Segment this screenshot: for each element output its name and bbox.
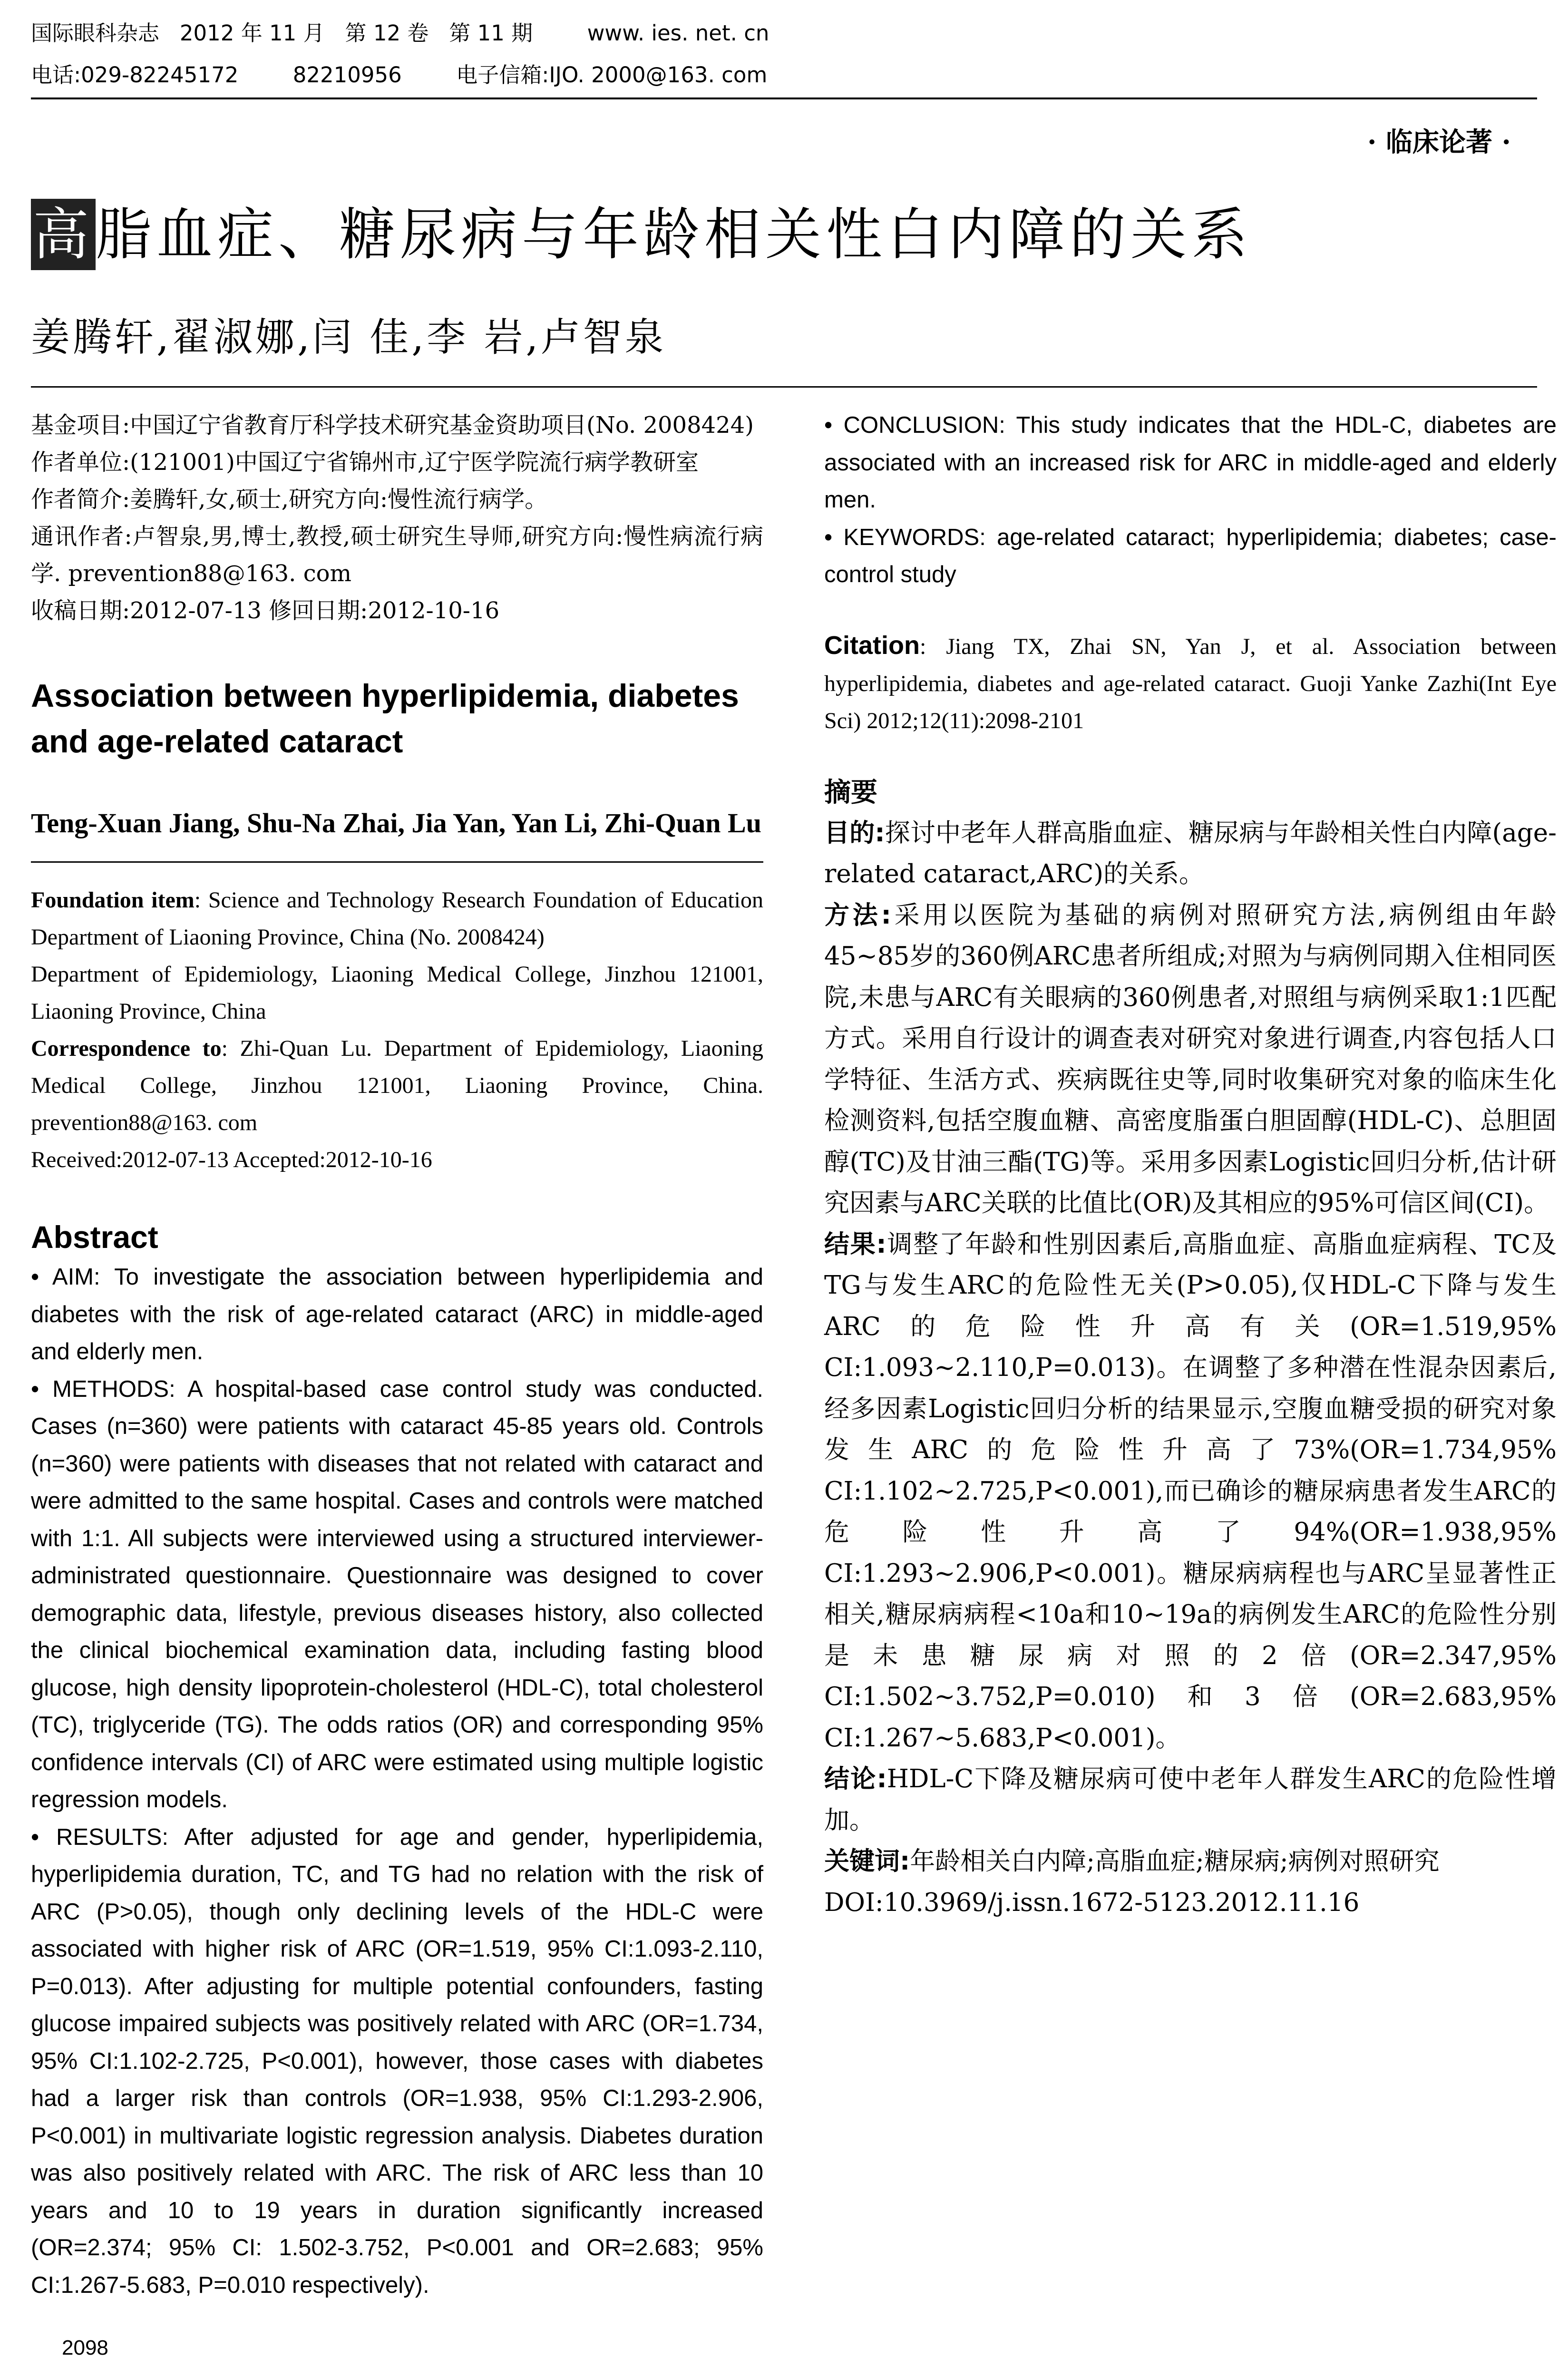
left-column [31, 407, 763, 2304]
cn-conclusion-text: HDL-C下降及糖尿病可使中老年人群发生ARC的危险性增加。 [824, 1764, 1557, 1835]
citation [824, 627, 1557, 740]
received-accepted: Received:2012-07-13 Accepted:2012-10-16 [31, 1147, 432, 1172]
cn-abstract-results [824, 1224, 1557, 1759]
cn-info-correspondence: 通讯作者:卢智泉,男,博士,教授,硕士研究生导师,研究方向:慢性病流行病学. prevention88@163. com [31, 523, 763, 587]
cn-aim-label: 目的: [824, 818, 885, 848]
cn-aim-text: 探讨中老年人群高脂血症、糖尿病与年龄相关性白内障(age-related cataract,ARC)的关系。 [824, 818, 1557, 888]
cn-abstract-conclusion [824, 1759, 1557, 1841]
foundation-label: Foundation item [31, 887, 195, 913]
abstract-aim: • AIM: To investigate the association between hyperlipidemia and diabetes with the risk of age-related cataract (ARC) in middle-aged and elderly men. [31, 1264, 763, 1364]
journal-header-line1: 国际眼科杂志 2012 年 11 月 第 12 卷 第 11 期 www. ies. net. cn [31, 20, 769, 46]
correspondence [31, 1030, 763, 1141]
correspondence-label: Correspondence to [31, 1036, 222, 1061]
cn-conclusion-label: 结论: [824, 1764, 887, 1793]
cn-abstract-methods [824, 895, 1557, 1224]
citation-label: Citation [824, 631, 920, 660]
department: Department of Epidemiology, Liaoning Medical College, Jinzhou 121001, Liaoning Province, China [31, 962, 763, 1024]
cn-abstract-body [824, 813, 1557, 1924]
cn-results-text: 调整了年龄和性别因素后,高脂血症、高脂血症病程、TC及TG与发生ARC的危险性无关(P>0.05),仅HDL-C下降与发生ARC的危险性升高有关(OR=1.519,95% CI:1.093~2.110,P=0.013)。在调整了多种潜在性混杂因素后,经多因素Logistic回归分析的结果显示,空腹血糖受损的研究对象发生ARC的危险性升高了73%(OR=1.734,95% CI:1.102~2.725,P<0.001),而已确诊的糖尿病患者发生ARC的危险性升高了94%(OR=1.938,95% CI:1.293~2.906,P<0.001)。糖尿病病程也与ARC呈显著性正相关,糖尿病病程<10a和10~19a的病例发生ARC的危险性分别是未患糖尿病对照的2倍(OR=2.347,95% CI:1.502~3.752,P=0.010)和3倍(OR=2.683,95% CI:1.267~5.683,P<0.001)。 [824, 1229, 1557, 1753]
cn-abstract-aim [824, 813, 1557, 895]
correspondence-text: : Zhi-Quan Lu. Department of Epidemiology, Liaoning Medical College, Jinzhou 121001, Liaoning Province, China. prevention88@163. com [31, 1036, 763, 1135]
authors-cn: 姜腾轩,翟淑娜,闫 佳,李 岩,卢智泉 [31, 315, 667, 360]
cn-methods-label: 方法: [824, 900, 891, 930]
abstract-conclusion: • CONCLUSION: This study indicates that the HDL-C, diabetes are associated with an increased risk for ARC in middle-aged and elderly men. [824, 412, 1557, 513]
cn-info-funding: 基金项目:中国辽宁省教育厅科学技术研究基金资助项目(No. 2008424) [31, 412, 754, 438]
cn-methods-text: 采用以医院为基础的病例对照研究方法,病例组由年龄45~85岁的360例ARC患者所组成;对照为与病例同期入住相同医院,未患与ARC有关眼病的360例患者,对照组与病例采取1:1匹配方式。采用自行设计的调查表对研究对象进行调查,内容包括人口学特征、生活方式、疾病既往史等,同时收集研究对象的临床生化检测资料,包括空腹血糖、高密度脂蛋白胆固醇(HDL-C)、总胆固醇(TC)及甘油三酯(TG)等。采用多因素Logistic回归分析,估计研究因素与ARC关联的比值比(OR)及其相应的95%可信区间(CI)。 [824, 900, 1557, 1218]
author-divider [31, 861, 763, 863]
section-tag: · 临床论著 · [1367, 127, 1511, 158]
cn-info-author-bio: 作者简介:姜腾轩,女,硕士,研究方向:慢性流行病学。 [31, 486, 548, 513]
abstract-heading: Abstract [31, 1219, 158, 1255]
abstract-methods: • METHODS: A hospital-based case control study was conducted. Cases (n=360) were patients with cataract 45-85 years old. Controls (n=360) were patients with diseases that not related with cataract and were admitted to the same hospital. Cases and controls were matched with 1:1. All subjects were interviewed using a structured interviewer-administrated questionnaire. Questionnaire was designed to cover demographic data, lifestyle, previous diseases history, also collected the clinical biochemical examination data, including fasting blood glucose, high density lipoprotein-cholesterol (HDL-C), total cholesterol (TC), triglyceride (TG). The odds ratios (OR) and corresponding 95% confidence intervals (CI) of ARC were estimated using multiple logistic regression models. [31, 1376, 763, 1812]
foundation-item [31, 882, 763, 956]
abstract-results: • RESULTS: After adjusted for age and gender, hyperlipidemia, hyperlipidemia duration, TC, and TG had no relation with the risk of ARC (P>0.05), though only declining levels of the HDL-C were associated with higher risk of ARC (OR=1.519, 95% CI:1.093-2.110, P=0.013). After adjusting for multiple potential confounders, fasting glucose impaired subjects was positively related with ARC (OR=1.734, 95% CI:1.102-2.725, P<0.001), however, those cases with diabetes had a larger risk than controls (OR=1.938, 95% CI:1.293-2.906, P<0.001) in multivariate logistic regression analysis. Diabetes duration was also positively related with ARC. The risk of ARC less than 10 years and 10 to 19 years in duration significantly increased (OR=2.374; 95% CI: 1.502-3.752, P<0.001 and OR=2.683; 95% CI:1.267-5.683, P=0.010 respectively). [31, 1824, 763, 2298]
english-authors: Teng-Xuan Jiang, Shu-Na Zhai, Jia Yan, Yan Li, Zhi-Quan Lu [31, 808, 761, 838]
foundation-text: : Science and Technology Research Foundation of Education Department of Liaoning Province, China (No. 2008424) [31, 887, 763, 950]
abstract-keywords: • KEYWORDS: age-related cataract; hyperlipidemia; diabetes; case-control study [824, 524, 1557, 587]
cn-keywords-label: 关键词: [824, 1847, 910, 1876]
page-number: 2098 [62, 2336, 108, 2359]
abstract-body [31, 1258, 763, 2304]
title-rest: 脂血症、糖尿病与年龄相关性白内障的关系 [96, 202, 1253, 267]
cn-keywords-text: 年龄相关白内障;高脂血症;糖尿病;病例对照研究 [910, 1847, 1440, 1876]
title-first-char: 高 [31, 199, 96, 270]
article-title [31, 199, 1534, 270]
en-info-block [31, 882, 763, 1179]
cn-info-affiliation: 作者单位:(121001)中国辽宁省锦州市,辽宁医学院流行病学教研室 [31, 449, 699, 476]
citation-text: : Jiang TX, Zhai SN, Yan J, et al. Association between hyperlipidemia, diabetes and age-related cataract. Guoji Yanke Zazhi(Int Eye Sci) 2012;12(11):2098-2101 [824, 633, 1557, 733]
cn-info-block [31, 407, 763, 629]
header-rule [31, 97, 1537, 99]
english-title: Association between hyperlipidemia, diabetes and age-related cataract [31, 678, 739, 760]
abstract-body-continued [824, 407, 1557, 594]
cn-info-dates: 收稿日期:2012-07-13 修回日期:2012-10-16 [31, 597, 500, 624]
doi: DOI:10.3969/j.issn.1672-5123.2012.11.16 [824, 1888, 1360, 1917]
journal-header-line2: 电话:029-82245172 82210956 电子信箱:IJO. 2000@163. com [31, 62, 768, 88]
cn-results-label: 结果: [824, 1229, 886, 1259]
right-column [824, 407, 1557, 1923]
cn-abstract-keywords [824, 1841, 1557, 1882]
cn-abstract-heading: 摘要 [824, 777, 877, 808]
title-rule [31, 386, 1537, 388]
